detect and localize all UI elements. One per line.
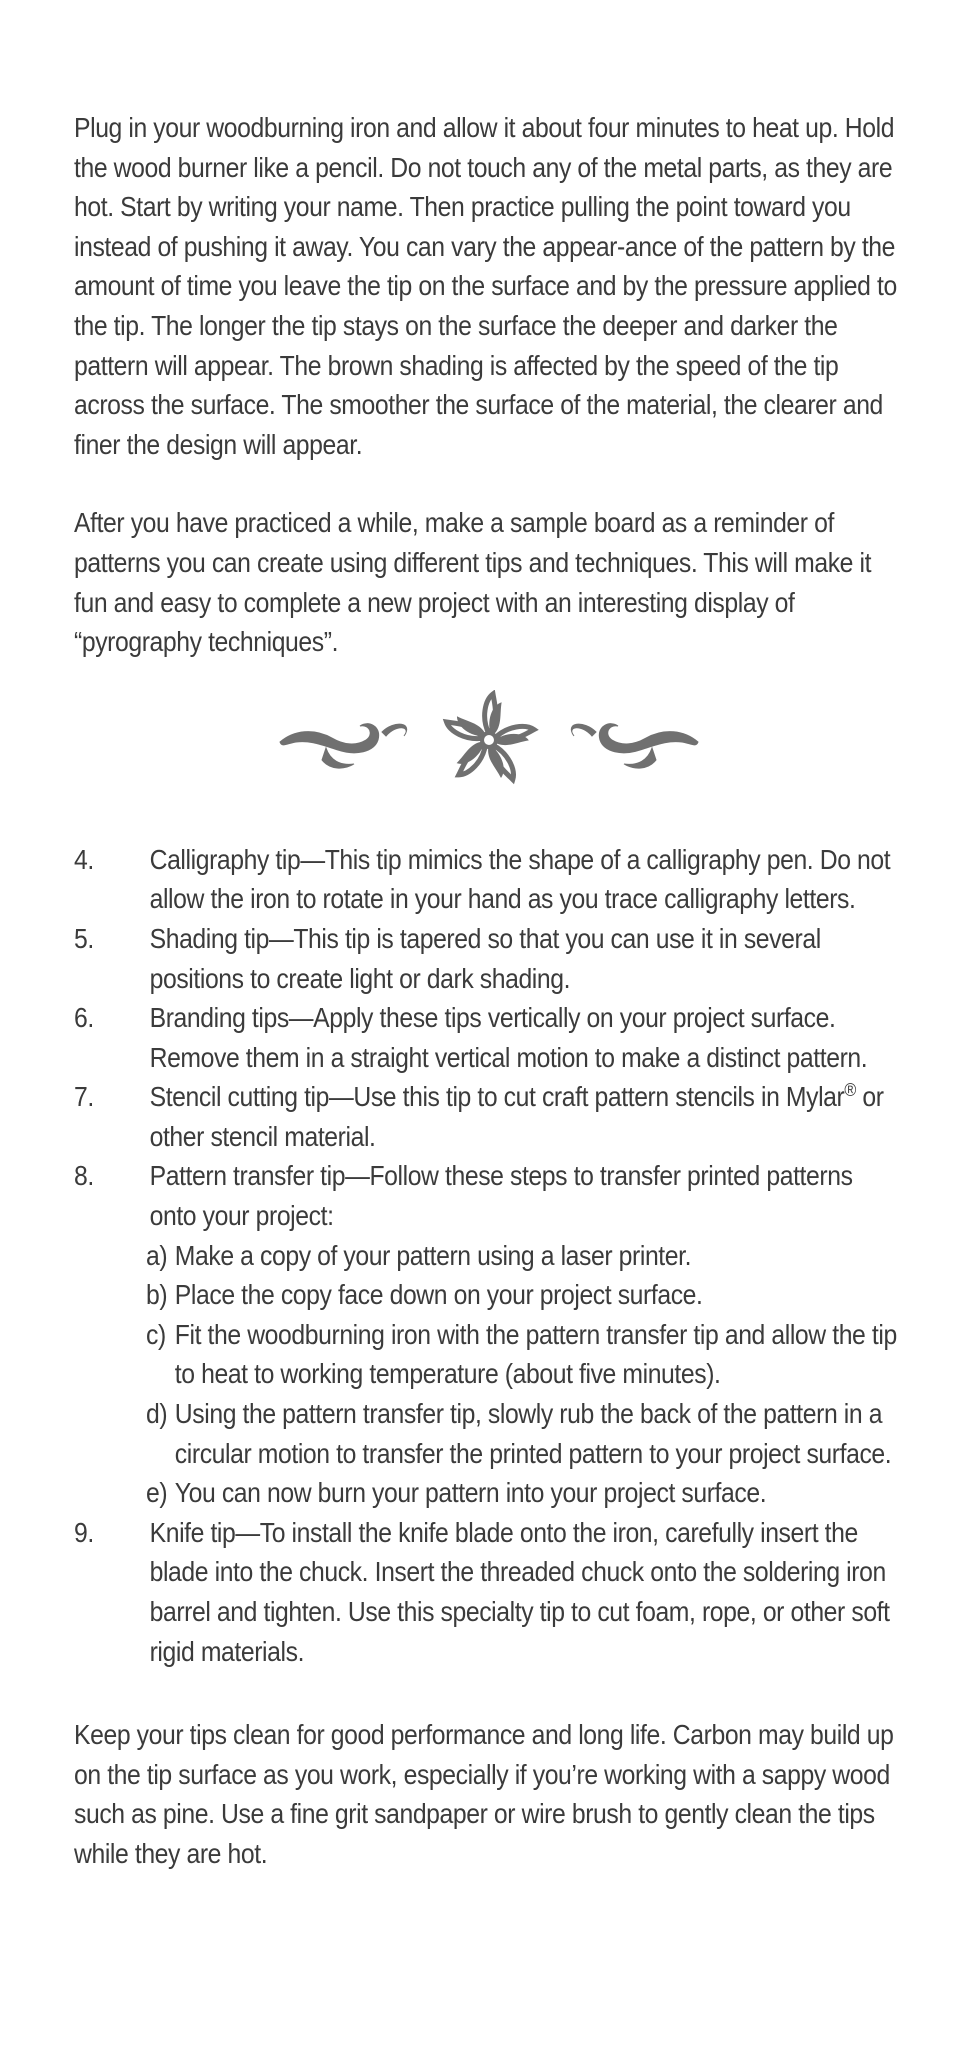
sub-step-letter: a): [146, 1239, 168, 1271]
floral-divider-icon: [274, 690, 704, 790]
sub-step: [146, 1394, 904, 1473]
sub-step: [146, 1236, 904, 1276]
sub-step-letter: c): [146, 1318, 166, 1350]
sub-step-text: Fit the woodburning iron with the pattern transfer tip and allow the tip to heat to working temperature (about five minutes).: [174, 1318, 897, 1390]
list-item: [74, 840, 904, 919]
sub-step-letter: e): [146, 1477, 168, 1509]
instruction-page: [74, 108, 904, 1874]
registered-mark: ®: [844, 1080, 856, 1101]
intro-paragraph-2: After you have practiced a while, make a sample board as a reminder of patterns you can create using different tips and techniques. This will make it fun and easy to complete a new project with an interesting display of “pyrography techniques”.: [74, 507, 872, 658]
sub-step-text: Place the copy face down on your project surface.: [174, 1279, 703, 1311]
item-number: 6.: [74, 1002, 94, 1034]
item-text: Pattern transfer tip—Follow these steps to transfer printed patterns onto your project:: [149, 1160, 853, 1232]
sub-step-text: Make a copy of your pattern using a laser printer.: [174, 1239, 692, 1271]
item-text: [150, 1077, 904, 1156]
item-text: Branding tips—Apply these tips vertically on your project surface. Remove them in a straight vertical motion to make a distinct pattern.: [149, 1002, 868, 1073]
intro-paragraph-1: Plug in your woodburning iron and allow it about four minutes to heat up. Hold the wood burner like a pencil. Do not touch any of the metal parts, as they are hot. Start by writing your name. Then practice pulling the point toward you instead of pushing it away. You can vary the appear-ance of the pattern by the amount of time you leave the tip on the surface and by the pressure applied to the tip. The longer the tip stays on the surface the deeper and darker the pattern will appear. The brown shading is affected by the speed of the tip across the surface. The smoother the surface of the material, the clearer and finer the design will appear.: [74, 112, 897, 460]
list-item: [74, 1077, 904, 1156]
item-text: Knife tip—To install the knife blade onto the iron, carefully insert the blade into the chuck. Insert the threaded chuck onto the soldering iron barrel and tighten. Use this specialty tip to cut foam, rope, or other soft rigid materials.: [149, 1516, 890, 1667]
item-number: 9.: [74, 1516, 94, 1548]
list-item: [74, 1156, 904, 1512]
sub-step: [146, 1315, 904, 1394]
list-item: [74, 998, 904, 1077]
item-text: Shading tip—This tip is tapered so that you can use it in several positions to create light or dark shading.: [149, 922, 821, 994]
closing-paragraph: Keep your tips clean for good performance and long life. Carbon may build up on the tip surface as you work, especially if you’re working with a sappy wood such as pine. Use a fine grit sandpaper or wire brush to gently clean the tips while they are hot.: [74, 1719, 894, 1869]
item-number: 5.: [74, 922, 94, 954]
sub-step: [146, 1473, 904, 1513]
sub-step-text: Using the pattern transfer tip, slowly rub the back of the pattern in a circular motion to transfer the printed pattern to your project surface.: [174, 1398, 892, 1469]
sub-step-letter: b): [146, 1279, 168, 1311]
sub-step: [146, 1275, 904, 1315]
list-item: [74, 1513, 904, 1671]
item-text-start: Stencil cutting tip—Use this tip to cut craft pattern stencils in Mylar: [149, 1081, 845, 1113]
item-text: Calligraphy tip—This tip mimics the shape of a calligraphy pen. Do not allow the iron to rotate in your hand as you trace calligraphy letters.: [149, 843, 891, 915]
item-number: 7.: [74, 1081, 94, 1113]
item-number: 8.: [74, 1160, 94, 1192]
list-item: [74, 919, 904, 998]
item-number: 4.: [74, 843, 94, 875]
sub-step-text: You can now burn your pattern into your project surface.: [174, 1477, 767, 1509]
item-text-end: or other stencil material.: [149, 1081, 884, 1152]
tips-list: [74, 840, 904, 1671]
sub-step-letter: d): [146, 1398, 168, 1430]
